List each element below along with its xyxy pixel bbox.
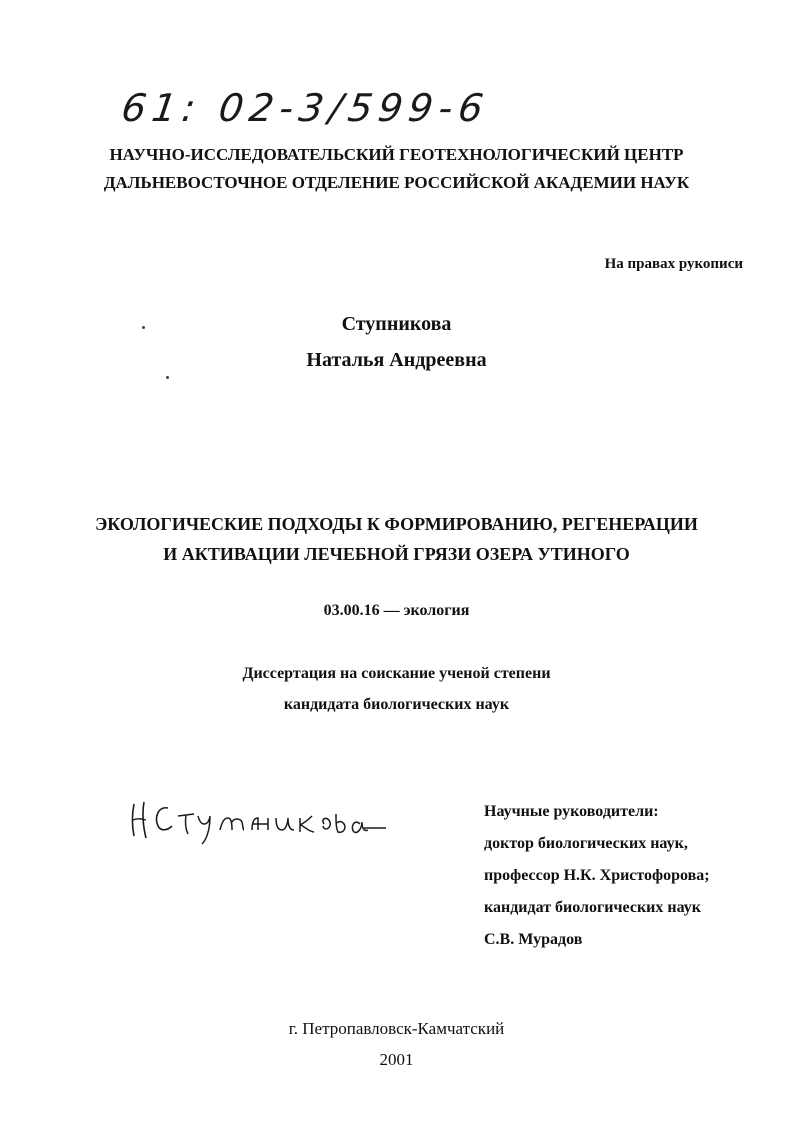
organization-line-2: ДАЛЬНЕВОСТОЧНОЕ ОТДЕЛЕНИЕ РОССИЙСКОЙ АКАДЕМИИ НАУК [103,173,690,192]
title-line-1: ЭКОЛОГИЧЕСКИЕ ПОДХОДЫ К ФОРМИРОВАНИЮ, РЕГЕНЕРАЦИИ [95,514,698,534]
rights-note: На правах рукописи [604,256,743,272]
title-line-2: И АКТИВАЦИИ ЛЕЧЕБНОЙ ГРЯЗИ ОЗЕРА УТИНОГО [163,544,630,564]
author-signature [128,792,390,848]
degree-line-1: Диссертация на соискание ученой степени [242,665,551,682]
scan-speck [166,376,169,379]
degree-line-2: кандидата биологических наук [283,696,510,713]
place: г. Петропавловск-Камчатский [288,1019,505,1038]
supervisor-line: кандидат биологических наук [484,899,701,916]
organization-line-1: НАУЧНО-ИССЛЕДОВАТЕЛЬСКИЙ ГЕОТЕХНОЛОГИЧЕСКИЙ ЦЕНТР [109,145,684,164]
specialty: 03.00.16 — экология [323,602,470,619]
supervisors-block [484,796,710,956]
supervisors-heading: Научные руководители: [484,803,659,820]
supervisor-line: доктор биологических наук, [484,835,688,852]
year: 2001 [379,1050,414,1069]
supervisor-line: С.В. Мурадов [484,931,583,948]
author-surname: Ступникова [341,313,452,335]
author-given-names: Наталья Андреевна [306,349,487,371]
archive-code: 61: 02-3/599-6 [118,86,492,130]
supervisor-line: профессор Н.К. Христофорова; [484,867,710,884]
